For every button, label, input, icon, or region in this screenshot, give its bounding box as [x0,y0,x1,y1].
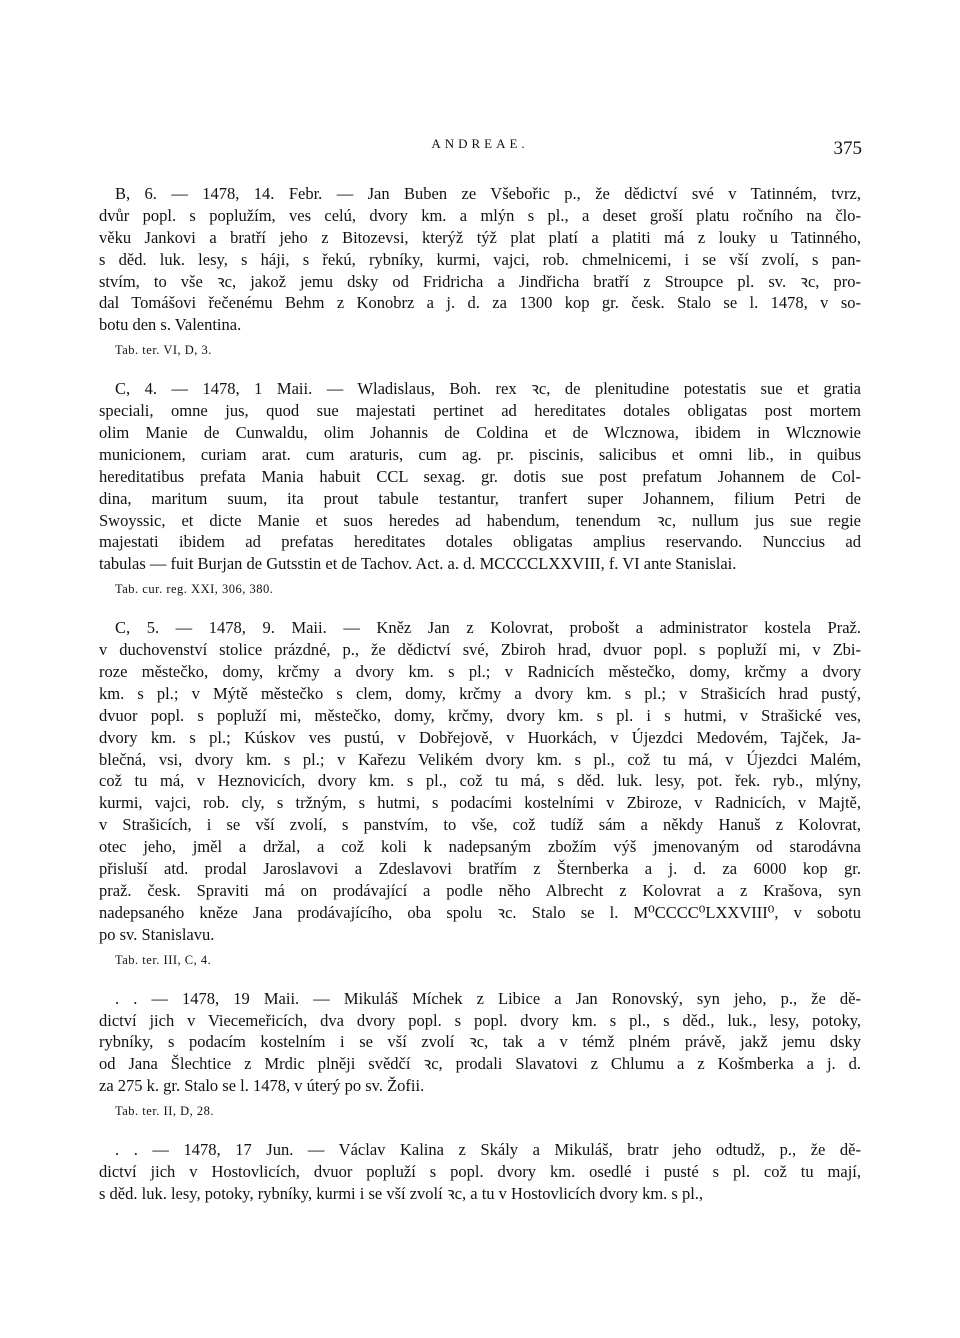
entry-text-line: stvím, to vše ꝛc, jakož jemu dsky od Fridricha a Jindřicha bratří z Stroupce pl. sv. ꝛc, pro- [99,271,861,291]
charter-entry [99,617,861,969]
entry-text-line: dictví jich v Hostovlicích, dvuor popluží s popl. dvory km. osedlé i pusté s pl. což tu mají, [99,1161,861,1181]
source-reference: Tab. ter. II, D, 28. [115,1104,215,1119]
entry-text-line: v duchovenství stolice prázdné, p., že dědictví své, Zbiroh hrad, dvuor popl. s popluží mi, v Zbi- [99,640,861,660]
entry-text-line: dvuor popl. s popluží mi, městečko, domy, krčmy, dvory km. s pl. i s hutmi, v Strašické ves, [99,705,861,725]
source-reference: Tab. ter. VI, D, 3. [115,343,212,358]
entry-text-line: olim Manie de Cunwaldu, olim Johannis de Coldina et de Wlcznowa, ibidem in Wlcznowie [99,423,861,443]
source-reference: Tab. cur. reg. XXI, 306, 380. [115,582,274,597]
source-reference: Tab. ter. III, C, 4. [115,952,212,967]
running-head: ANDREAE. [431,136,529,151]
entry-text-line: municionem, curiam arat. cum araturis, cum ag. pr. piscinis, salicibus et omni lib., in quibus [99,444,861,464]
entry-text-line: s děd. luk. lesy, s háji, s řekú, rybníky, kurmi, vajci, rob. chmelnicemi, i se vší zvolí, s pan- [99,249,861,269]
entry-heading-line: B, 6. — 1478, 14. Febr. — Jan Buben ze Všebořic p., že dědictví své v Tatinném, tvrz, [115,184,861,203]
entry-text-line: dina, maritum suum, ita prout tabule testantur, tranfert super Johannem, filium Petri de [99,488,861,508]
entry-text-line: v Strašicích, i se vší zvolí, s panstvím, to vše, což tudíž sám a někdy Hanuš z Kolovrat, [99,815,861,835]
document-body [99,183,861,1223]
entry-heading-line: C, 4. — 1478, 1 Maii. — Wladislaus, Boh. rex ꝛc, de plenitudine potestatis sue et gratia [115,379,861,399]
entry-text-line: Swoyssic, et dicte Manie et suos heredes ad habendum, tenendum ꝛc, nullum jus sue regie [99,510,861,530]
entry-text-line: dal Tomášovi řečenému Behm z Konobrz a j. d. za 1300 kop gr. česk. Stalo se l. 1478, v so- [99,293,861,313]
entry-text-line: po sv. Stanislavu. [99,924,215,944]
entry-text-line: majestati ibidem ad prefatas hereditates dotales obligatas amplius reservando. Nunccius ad [99,532,861,552]
entry-heading-line: C, 5. — 1478, 9. Maii. — Kněz Jan z Kolovrat, probošt a administrator kostela Praž. [115,618,861,638]
entry-text-line: věku Jankovi a bratří jeho z Bitozevsi, kterýž týž plat platí a platiti má z louky u Tatinného, [99,227,861,247]
entry-heading-line: . . — 1478, 19 Maii. — Mikuláš Míchek z Libice a Jan Ronovský, syn jeho, p., že dě- [115,988,861,1008]
entry-text-line: nadepsaného kněze Jana prodávajícího, oba spolu ꝛc. Stalo se l. M⁰CCCC⁰LXXVIII⁰, v sobotu [99,902,861,922]
entry-text-line: hereditatibus prefata Mania habuit CCL sexag. gr. dotis sue post prefatum Johannem de Col- [99,466,861,486]
charter-entry [99,378,861,599]
entry-text-line: přisluší atd. prodal Jaroslavovi a Zdeslavovi bratřím z Šternberka a j. d. za 6000 kop gr. [99,859,861,879]
entry-text-line: dvůr popl. s poplužím, ves celú, dvory km. a mlýn s pl., a deset groší platu ročního na člo- [99,205,861,225]
entry-text-line: dvory km. s pl.; Kúskov ves pustú, v Dobřejově, v Huorkách, v Újezdci Medovém, Tajček, Ja- [99,727,861,747]
entry-text-line: rybníky, s podacím kostelním i se vší zvolí ꝛc, tak a v témž plném právě, jakž jemu dsky [99,1032,861,1052]
entry-text-line: botu den s. Valentina. [99,315,242,335]
entry-text-line: speciali, omne jus, quod sue majestati pertinet ad hereditates dotales obligatas post mortem [99,401,861,421]
entry-text-line: kurmi, vajci, rob. cly, s tržným, s hutmi, s podacími kostelními v Zbiroze, v Radnicích, v Majtě, [99,793,861,813]
charter-entry [99,183,861,360]
page-header [0,134,960,174]
entry-text-line: dictví jich v Viecemeřicích, dva dvory popl. s popl. dvory km. s pl., s děd., luk., lesy, potoky, [99,1010,861,1030]
entry-text-line: od Jana Šlechtice z Mrdic plněji svědčí ꝛc, prodali Slavatovi z Chlumu a z Košmberka a j. d. [99,1054,861,1074]
entry-text-line: tabulas — fuit Burjan de Gutsstin et de Tachov. Act. a. d. MCCCCLXXVIII, f. VI ante Stanislai. [99,554,737,574]
entry-text-line: praž. česk. Spraviti má on prodávající a podle něho Albrecht z Kolovrat a z Krašova, syn [99,880,861,900]
entry-text-line: km. s pl.; v Mýtě městečko s clem, domy, krčmy a dvory km. s pl.; v Strašicích hrad pustý, [99,683,861,703]
entry-heading-line: . . — 1478, 17 Jun. — Václav Kalina z Skály a Mikuláš, bratr jeho odtudž, p., že dě- [115,1140,861,1160]
charter-entry [99,988,861,1121]
charter-entry [99,1139,861,1205]
page-number: 375 [833,138,862,159]
entry-text-line: za 275 k. gr. Stalo se l. 1478, v úterý po sv. Žofii. [99,1076,425,1096]
entry-text-line: což tu má, v Heznovicích, dvory km. s pl., což tu má, s děd. luk. lesy, pot. řek. ryb., mlýny, [99,771,861,791]
entry-text-line: roze městečko, domy, krčmy a dvory km. s pl.; v Radnicích městečko, domy, krčmy a dvory [99,662,861,682]
entry-text-line: otec jeho, jměl a držal, a což koli k nadepsaným zbožím výš jmenovaným od starodávna [99,837,861,857]
entry-text-line: s děd. luk. lesy, potoky, rybníky, kurmi i se vší zvolí ꝛc, a tu v Hostovlicích dvory km. s pl., [99,1183,704,1203]
entry-text-line: blečná, vsi, dvory km. s pl.; v Kařezu Velikém dvory km. s pl., což tu má, v Újezdci Malém, [99,749,861,769]
